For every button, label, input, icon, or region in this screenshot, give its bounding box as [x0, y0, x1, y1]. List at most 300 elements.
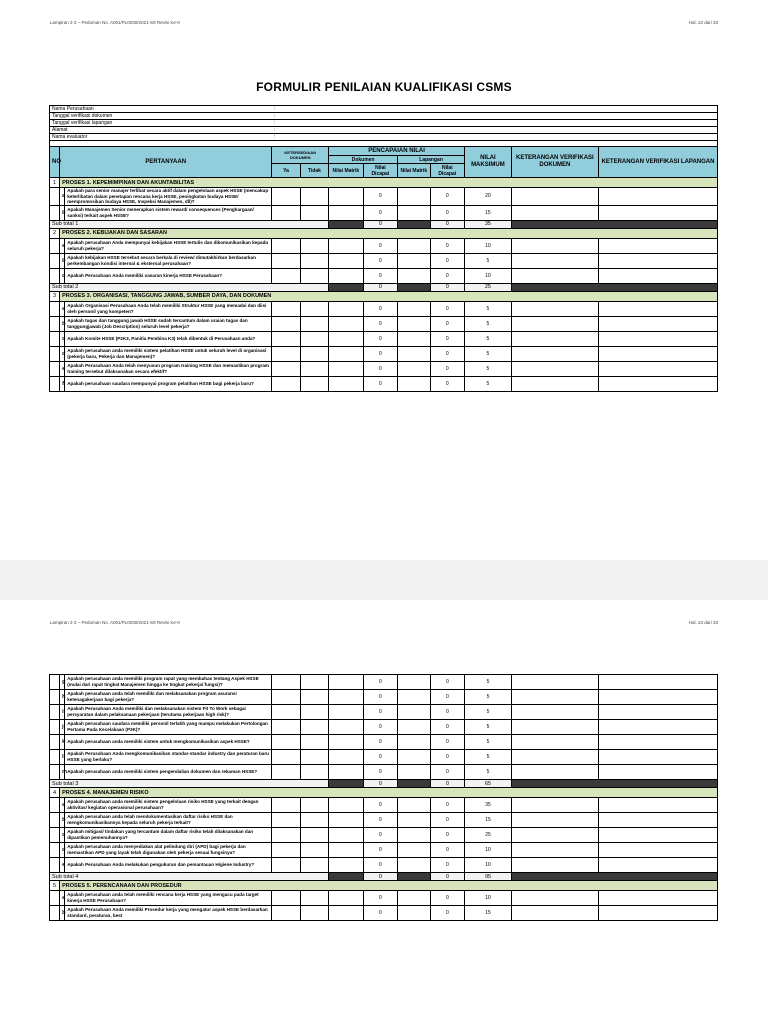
doc-nilai-matrik-cell[interactable] — [329, 858, 364, 873]
ya-checkbox-cell[interactable] — [272, 705, 300, 720]
ket-dokumen-cell[interactable] — [511, 720, 598, 735]
nilai-maksimum: 5 — [465, 705, 512, 720]
lap-nilai-matrik-cell[interactable] — [398, 188, 430, 206]
doc-nilai-dicapai: 0 — [363, 253, 398, 268]
doc-nilai-matrik-cell[interactable] — [329, 828, 364, 843]
ket-dokumen-cell[interactable] — [511, 205, 598, 220]
nilai-maksimum: 5 — [465, 675, 512, 690]
subtotal-shaded-cell — [329, 873, 364, 881]
ket-lapangan-cell[interactable] — [599, 205, 718, 220]
ya-checkbox-cell[interactable] — [272, 346, 300, 361]
section-title: PROSES 5. PERENCANAAN DAN PROSEDUR — [60, 881, 718, 891]
tidak-checkbox-cell[interactable] — [300, 720, 328, 735]
tidak-checkbox-cell[interactable] — [300, 205, 328, 220]
no-cell — [50, 843, 60, 858]
info-value-field[interactable]: : — [272, 120, 718, 127]
lap-nilai-matrik-cell[interactable] — [398, 376, 430, 391]
ket-dokumen-cell[interactable] — [511, 906, 598, 921]
ket-dokumen-cell[interactable] — [511, 705, 598, 720]
lap-nilai-matrik-cell[interactable] — [398, 268, 430, 283]
lap-nilai-matrik-cell[interactable] — [398, 765, 430, 780]
lap-nilai-matrik-cell[interactable] — [398, 858, 430, 873]
nilai-maksimum: 5 — [465, 253, 512, 268]
ya-checkbox-cell[interactable] — [272, 316, 300, 331]
ket-lapangan-cell[interactable] — [599, 891, 718, 906]
col-header-dokumen: Dokumen — [329, 156, 398, 164]
lap-nilai-matrik-cell[interactable] — [398, 331, 430, 346]
question-row — [50, 238, 718, 253]
col-header-lapangan: Lapangan — [398, 156, 465, 164]
tidak-checkbox-cell[interactable] — [300, 828, 328, 843]
info-label: Nama Perusahaan — [50, 106, 272, 113]
doc-nilai-matrik-cell[interactable] — [329, 765, 364, 780]
question-row — [50, 188, 718, 206]
question-row — [50, 735, 718, 750]
lap-nilai-dicapai: 0 — [430, 858, 465, 873]
question-letter: a — [60, 798, 65, 813]
ket-lapangan-cell[interactable] — [599, 188, 718, 206]
tidak-checkbox-cell[interactable] — [300, 813, 328, 828]
ket-dokumen-cell[interactable] — [511, 301, 598, 316]
nilai-maksimum: 5 — [465, 720, 512, 735]
doc-nilai-dicapai: 0 — [363, 188, 398, 206]
ya-checkbox-cell[interactable] — [272, 361, 300, 376]
question-letter: b — [60, 205, 65, 220]
subtotal-label: Sub total 3 — [50, 780, 329, 788]
no-cell — [50, 675, 60, 690]
tidak-checkbox-cell[interactable] — [300, 268, 328, 283]
question-text: Apakah Perusahaan Anda melakukan pengukuran dan pemantauan Higiene Industry? — [65, 858, 272, 873]
ket-dokumen-cell[interactable] — [511, 735, 598, 750]
ket-dokumen-cell[interactable] — [511, 316, 598, 331]
question-text: Apakah perusahaan anda memiliki sistem pelatihan HSSE untuk seluruh level di organisasi (pekerja baru, Pekerja dan Manajemen)? — [65, 346, 272, 361]
question-text: Apakah perusahaan anda telah memiliki rencana kerja HSSE yang mengacu pada target kinerja HSSE Perusahaan? — [65, 891, 272, 906]
tidak-checkbox-cell[interactable] — [300, 765, 328, 780]
ket-lapangan-cell[interactable] — [599, 813, 718, 828]
ya-checkbox-cell[interactable] — [272, 720, 300, 735]
lap-nilai-matrik-cell[interactable] — [398, 316, 430, 331]
lap-nilai-matrik-cell[interactable] — [398, 735, 430, 750]
subtotal-shaded-cell — [511, 780, 717, 788]
no-cell — [50, 858, 60, 873]
lap-nilai-matrik-cell[interactable] — [398, 346, 430, 361]
ya-checkbox-cell[interactable] — [272, 690, 300, 705]
ket-dokumen-cell[interactable] — [511, 798, 598, 813]
col-header-ya: Ya — [272, 164, 300, 178]
nilai-maksimum: 5 — [465, 301, 512, 316]
ket-lapangan-cell[interactable] — [599, 765, 718, 780]
doc-nilai-dicapai: 0 — [363, 813, 398, 828]
subtotal-lap: 0 — [430, 780, 465, 788]
ket-lapangan-cell[interactable] — [599, 705, 718, 720]
col-header-doc-nilai-dicapai: Nilai Dicapai — [363, 164, 398, 178]
form-title: FORMULIR PENILAIAN KUALIFIKASI CSMS — [256, 80, 512, 94]
info-label: Nama evaluator — [50, 134, 272, 141]
doc-nilai-matrik-cell[interactable] — [329, 798, 364, 813]
ket-lapangan-cell[interactable] — [599, 675, 718, 690]
question-letter: d — [60, 346, 65, 361]
question-letter: l — [60, 750, 65, 765]
question-letter: d — [60, 843, 65, 858]
nilai-maksimum: 5 — [465, 690, 512, 705]
doc-nilai-matrik-cell[interactable] — [329, 346, 364, 361]
tidak-checkbox-cell[interactable] — [300, 675, 328, 690]
lap-nilai-matrik-cell[interactable] — [398, 238, 430, 253]
subtotal-shaded-cell — [511, 873, 717, 881]
no-cell — [50, 705, 60, 720]
nilai-maksimum: 35 — [465, 798, 512, 813]
info-row — [50, 120, 718, 127]
question-letter: k — [60, 735, 65, 750]
question-row — [50, 750, 718, 765]
lap-nilai-matrik-cell[interactable] — [398, 690, 430, 705]
question-text: Apakah perusahaan anda memiliki sistem pengendalian dokumen dan rekaman HSSE? — [65, 765, 272, 780]
ket-lapangan-cell[interactable] — [599, 346, 718, 361]
ket-dokumen-cell[interactable] — [511, 331, 598, 346]
tidak-checkbox-cell[interactable] — [300, 253, 328, 268]
tidak-checkbox-cell[interactable] — [300, 750, 328, 765]
tidak-checkbox-cell[interactable] — [300, 906, 328, 921]
ket-lapangan-cell[interactable] — [599, 750, 718, 765]
lap-nilai-dicapai: 0 — [430, 750, 465, 765]
col-header-pencapaian: PENCAPAIAN NILAI — [329, 147, 465, 156]
ket-dokumen-cell[interactable] — [511, 238, 598, 253]
doc-nilai-matrik-cell[interactable] — [329, 361, 364, 376]
info-row — [50, 106, 718, 113]
ket-dokumen-cell[interactable] — [511, 690, 598, 705]
doc-nilai-matrik-cell[interactable] — [329, 750, 364, 765]
ket-lapangan-cell[interactable] — [599, 361, 718, 376]
doc-nilai-dicapai: 0 — [363, 705, 398, 720]
info-value-field[interactable]: : — [272, 134, 718, 141]
ket-lapangan-cell[interactable] — [599, 331, 718, 346]
ket-lapangan-cell[interactable] — [599, 735, 718, 750]
ya-checkbox-cell[interactable] — [272, 188, 300, 206]
ya-checkbox-cell[interactable] — [272, 376, 300, 391]
tidak-checkbox-cell[interactable] — [300, 361, 328, 376]
ket-dokumen-cell[interactable] — [511, 675, 598, 690]
doc-nilai-dicapai: 0 — [363, 376, 398, 391]
question-row — [50, 361, 718, 376]
question-text: Apakah perusahaan anda menyediakan alat pelindung diri (APD) bagi pekerja dan memastikan APD yang layak telah digunakan oleh pekerja sesuai fungsinya? — [65, 843, 272, 858]
lap-nilai-matrik-cell[interactable] — [398, 361, 430, 376]
lap-nilai-matrik-cell[interactable] — [398, 750, 430, 765]
ya-checkbox-cell[interactable] — [272, 765, 300, 780]
ya-checkbox-cell[interactable] — [272, 813, 300, 828]
tidak-checkbox-cell[interactable] — [300, 346, 328, 361]
section-row — [50, 788, 718, 798]
subtotal-max: 65 — [465, 780, 512, 788]
no-cell — [50, 828, 60, 843]
no-cell — [50, 891, 60, 906]
page-header-left: Lampiran 2-2 – Pedoman No. A001/PL0030/2021-S9 Revisi Ke-0 — [50, 620, 180, 625]
ket-lapangan-cell[interactable] — [599, 376, 718, 391]
ya-checkbox-cell[interactable] — [272, 238, 300, 253]
no-cell — [50, 268, 60, 283]
doc-nilai-matrik-cell[interactable] — [329, 316, 364, 331]
question-row — [50, 843, 718, 858]
doc-nilai-dicapai: 0 — [363, 301, 398, 316]
nilai-maksimum: 10 — [465, 843, 512, 858]
lap-nilai-dicapai: 0 — [430, 361, 465, 376]
lap-nilai-dicapai: 0 — [430, 346, 465, 361]
lap-nilai-matrik-cell[interactable] — [398, 705, 430, 720]
ket-lapangan-cell[interactable] — [599, 858, 718, 873]
ket-dokumen-cell[interactable] — [511, 361, 598, 376]
ya-checkbox-cell[interactable] — [272, 253, 300, 268]
ya-checkbox-cell[interactable] — [272, 750, 300, 765]
question-letter: a — [60, 188, 65, 206]
doc-nilai-matrik-cell[interactable] — [329, 690, 364, 705]
doc-nilai-matrik-cell[interactable] — [329, 735, 364, 750]
question-row — [50, 675, 718, 690]
ket-dokumen-cell[interactable] — [511, 828, 598, 843]
tidak-checkbox-cell[interactable] — [300, 843, 328, 858]
doc-nilai-matrik-cell[interactable] — [329, 813, 364, 828]
col-header-nilai-maksimum: NILAI MAKSIMUM — [465, 147, 512, 178]
doc-nilai-matrik-cell[interactable] — [329, 376, 364, 391]
page-number: Hal. 23 dari 33 — [688, 620, 718, 625]
section-title: PROSES 1. KEPEMIMPINAN DAN AKUNTABILITAS — [60, 178, 718, 188]
doc-nilai-dicapai: 0 — [363, 735, 398, 750]
lap-nilai-matrik-cell[interactable] — [398, 253, 430, 268]
subtotal-shaded-cell — [511, 220, 717, 228]
nilai-maksimum: 15 — [465, 813, 512, 828]
doc-nilai-matrik-cell[interactable] — [329, 238, 364, 253]
subtotal-shaded-cell — [398, 780, 430, 788]
ket-dokumen-cell[interactable] — [511, 750, 598, 765]
question-row — [50, 331, 718, 346]
doc-nilai-matrik-cell[interactable] — [329, 675, 364, 690]
lap-nilai-matrik-cell[interactable] — [398, 205, 430, 220]
tidak-checkbox-cell[interactable] — [300, 690, 328, 705]
tidak-checkbox-cell[interactable] — [300, 735, 328, 750]
doc-nilai-dicapai: 0 — [363, 675, 398, 690]
nilai-maksimum: 5 — [465, 331, 512, 346]
info-value-field[interactable]: : — [272, 113, 718, 120]
ket-lapangan-cell[interactable] — [599, 316, 718, 331]
info-label: Alamat — [50, 127, 272, 134]
doc-nilai-matrik-cell[interactable] — [329, 906, 364, 921]
question-letter: a — [60, 301, 65, 316]
question-letter: b — [60, 253, 65, 268]
lap-nilai-dicapai: 0 — [430, 268, 465, 283]
ya-checkbox-cell[interactable] — [272, 675, 300, 690]
subtotal-doc: 0 — [363, 873, 398, 881]
nilai-maksimum: 5 — [465, 765, 512, 780]
tidak-checkbox-cell[interactable] — [300, 188, 328, 206]
section-number: 3 — [50, 291, 60, 301]
no-cell — [50, 690, 60, 705]
tidak-checkbox-cell[interactable] — [300, 238, 328, 253]
doc-nilai-dicapai: 0 — [363, 205, 398, 220]
lap-nilai-dicapai: 0 — [430, 828, 465, 843]
lap-nilai-dicapai: 0 — [430, 188, 465, 206]
doc-nilai-dicapai: 0 — [363, 843, 398, 858]
question-text: Apakah perusahaan anda telah memiliki dan melaksanakan program asuransi ketenagakerjaan bagi pekerja? — [65, 690, 272, 705]
ya-checkbox-cell[interactable] — [272, 331, 300, 346]
lap-nilai-matrik-cell[interactable] — [398, 301, 430, 316]
question-text: Apakah perusahaan anda memiliki sistem pengelolaan risiko HSSE yang terkait dengan aktivitas/ kegiatan operasional perusahaan? — [65, 798, 272, 813]
subtotal-row — [50, 220, 718, 228]
ya-checkbox-cell[interactable] — [272, 858, 300, 873]
doc-nilai-dicapai: 0 — [363, 858, 398, 873]
lap-nilai-matrik-cell[interactable] — [398, 675, 430, 690]
question-row — [50, 906, 718, 921]
subtotal-row — [50, 283, 718, 291]
nilai-maksimum: 5 — [465, 346, 512, 361]
info-value-field[interactable]: : — [272, 106, 718, 113]
ket-lapangan-cell[interactable] — [599, 301, 718, 316]
ya-checkbox-cell[interactable] — [272, 798, 300, 813]
section-row — [50, 178, 718, 188]
ket-dokumen-cell[interactable] — [511, 891, 598, 906]
ket-dokumen-cell[interactable] — [511, 253, 598, 268]
page-gap — [0, 560, 768, 600]
no-cell — [50, 906, 60, 921]
tidak-checkbox-cell[interactable] — [300, 705, 328, 720]
ya-checkbox-cell[interactable] — [272, 301, 300, 316]
lap-nilai-dicapai: 0 — [430, 843, 465, 858]
doc-nilai-matrik-cell[interactable] — [329, 891, 364, 906]
ket-dokumen-cell[interactable] — [511, 843, 598, 858]
question-letter: b — [60, 813, 65, 828]
ket-dokumen-cell[interactable] — [511, 813, 598, 828]
section-row — [50, 881, 718, 891]
ket-dokumen-cell[interactable] — [511, 376, 598, 391]
assessment-table-page-2 — [49, 674, 718, 921]
question-text: Apakah Perusahaan Anda mengkomunikasikan standar-standar industry dan peraturan baru HSSE yang berlaku? — [65, 750, 272, 765]
question-text: Apakah perusahaan anda memiliki program rapat yang membahas tentang Aspek HSSE (mulai dari rapat tingkat Manajemen hingga ke tingkat pekerja/ fungsi)? — [65, 675, 272, 690]
doc-nilai-dicapai: 0 — [363, 720, 398, 735]
question-row — [50, 376, 718, 391]
question-text: Apakah Komite HSSE (P2K3, Panitia Pembina K3) telah dibentuk di Perusahaan anda? — [65, 331, 272, 346]
ya-checkbox-cell[interactable] — [272, 828, 300, 843]
lap-nilai-dicapai: 0 — [430, 765, 465, 780]
doc-nilai-matrik-cell[interactable] — [329, 205, 364, 220]
ya-checkbox-cell[interactable] — [272, 843, 300, 858]
question-text: Apakah perusahaan saudara memiliki personil terlatih yang mampu melakukan Pertolongan Pertama Pada Kecelakaan (P3K)? — [65, 720, 272, 735]
question-letter: c — [60, 268, 65, 283]
question-row — [50, 301, 718, 316]
doc-nilai-matrik-cell[interactable] — [329, 188, 364, 206]
subtotal-shaded-cell — [511, 283, 717, 291]
ket-lapangan-cell[interactable] — [599, 238, 718, 253]
ket-dokumen-cell[interactable] — [511, 858, 598, 873]
no-cell — [50, 205, 60, 220]
question-text: Apakah Manajemen Senior menerapkan sistem reward/ consequences (Penghargaan/ sanksi) terkait aspek HSSE? — [65, 205, 272, 220]
col-header-ketersediaan: KETERSEDIAAN DOKUMEN — [272, 147, 329, 164]
ket-lapangan-cell[interactable] — [599, 253, 718, 268]
ket-lapangan-cell[interactable] — [599, 843, 718, 858]
subtotal-shaded-cell — [398, 220, 430, 228]
ya-checkbox-cell[interactable] — [272, 205, 300, 220]
lap-nilai-matrik-cell[interactable] — [398, 891, 430, 906]
nilai-maksimum: 5 — [465, 376, 512, 391]
no-cell — [50, 765, 60, 780]
tidak-checkbox-cell[interactable] — [300, 798, 328, 813]
doc-nilai-dicapai: 0 — [363, 268, 398, 283]
tidak-checkbox-cell[interactable] — [300, 891, 328, 906]
question-row — [50, 690, 718, 705]
doc-nilai-matrik-cell[interactable] — [329, 253, 364, 268]
question-letter: h — [60, 690, 65, 705]
doc-nilai-matrik-cell[interactable] — [329, 331, 364, 346]
lap-nilai-matrik-cell[interactable] — [398, 906, 430, 921]
ket-lapangan-cell[interactable] — [599, 798, 718, 813]
question-row — [50, 858, 718, 873]
nilai-maksimum: 10 — [465, 238, 512, 253]
question-letter: a — [60, 891, 65, 906]
doc-nilai-matrik-cell[interactable] — [329, 705, 364, 720]
question-row — [50, 268, 718, 283]
question-row — [50, 205, 718, 220]
no-cell — [50, 798, 60, 813]
lap-nilai-matrik-cell[interactable] — [398, 843, 430, 858]
info-value-field[interactable]: : — [272, 127, 718, 134]
question-letter: c — [60, 828, 65, 843]
lap-nilai-dicapai: 0 — [430, 316, 465, 331]
question-text: Apakah Perusahaan Anda memiliki dan melaksanakan sistem Fit To Work sebagai persyaratan dalam pelaksanaan pekerjaan (terutama pekerjaan high risk)? — [65, 705, 272, 720]
no-cell — [50, 720, 60, 735]
ket-lapangan-cell[interactable] — [599, 690, 718, 705]
lap-nilai-matrik-cell[interactable] — [398, 813, 430, 828]
tidak-checkbox-cell[interactable] — [300, 331, 328, 346]
ket-lapangan-cell[interactable] — [599, 720, 718, 735]
lap-nilai-dicapai: 0 — [430, 376, 465, 391]
doc-nilai-dicapai: 0 — [363, 331, 398, 346]
ket-dokumen-cell[interactable] — [511, 268, 598, 283]
tidak-checkbox-cell[interactable] — [300, 376, 328, 391]
question-letter: a — [60, 238, 65, 253]
doc-nilai-matrik-cell[interactable] — [329, 720, 364, 735]
doc-nilai-matrik-cell[interactable] — [329, 843, 364, 858]
question-letter: c — [60, 331, 65, 346]
no-cell — [50, 301, 60, 316]
tidak-checkbox-cell[interactable] — [300, 858, 328, 873]
subtotal-row — [50, 873, 718, 881]
doc-nilai-matrik-cell[interactable] — [329, 301, 364, 316]
subtotal-max: 95 — [465, 873, 512, 881]
ket-dokumen-cell[interactable] — [511, 188, 598, 206]
lap-nilai-matrik-cell[interactable] — [398, 720, 430, 735]
lap-nilai-matrik-cell[interactable] — [398, 798, 430, 813]
ket-lapangan-cell[interactable] — [599, 906, 718, 921]
ket-lapangan-cell[interactable] — [599, 268, 718, 283]
ya-checkbox-cell[interactable] — [272, 268, 300, 283]
tidak-checkbox-cell[interactable] — [300, 316, 328, 331]
no-cell — [50, 813, 60, 828]
question-text: Apakah perusahaan anda telah mendokumentasikan daftar risiko HSSE dan mengkomunikasikannya kepada seluruh pekerja terkait? — [65, 813, 272, 828]
ket-dokumen-cell[interactable] — [511, 765, 598, 780]
doc-nilai-matrik-cell[interactable] — [329, 268, 364, 283]
question-text: Apakah tugas dan tanggung jawab HSSE sudah tercantum dalam uraian tugas dan tanggungjawab (Job Description) seluruh level pekerja? — [65, 316, 272, 331]
ya-checkbox-cell[interactable] — [272, 735, 300, 750]
ya-checkbox-cell[interactable] — [272, 891, 300, 906]
doc-nilai-dicapai: 0 — [363, 316, 398, 331]
ket-dokumen-cell[interactable] — [511, 346, 598, 361]
assessment-table-page-1 — [49, 105, 718, 392]
doc-nilai-dicapai: 0 — [363, 828, 398, 843]
ket-lapangan-cell[interactable] — [599, 828, 718, 843]
tidak-checkbox-cell[interactable] — [300, 301, 328, 316]
doc-nilai-dicapai: 0 — [363, 798, 398, 813]
doc-nilai-dicapai: 0 — [363, 765, 398, 780]
nilai-maksimum: 15 — [465, 906, 512, 921]
ya-checkbox-cell[interactable] — [272, 906, 300, 921]
lap-nilai-matrik-cell[interactable] — [398, 828, 430, 843]
question-letter: e — [60, 858, 65, 873]
